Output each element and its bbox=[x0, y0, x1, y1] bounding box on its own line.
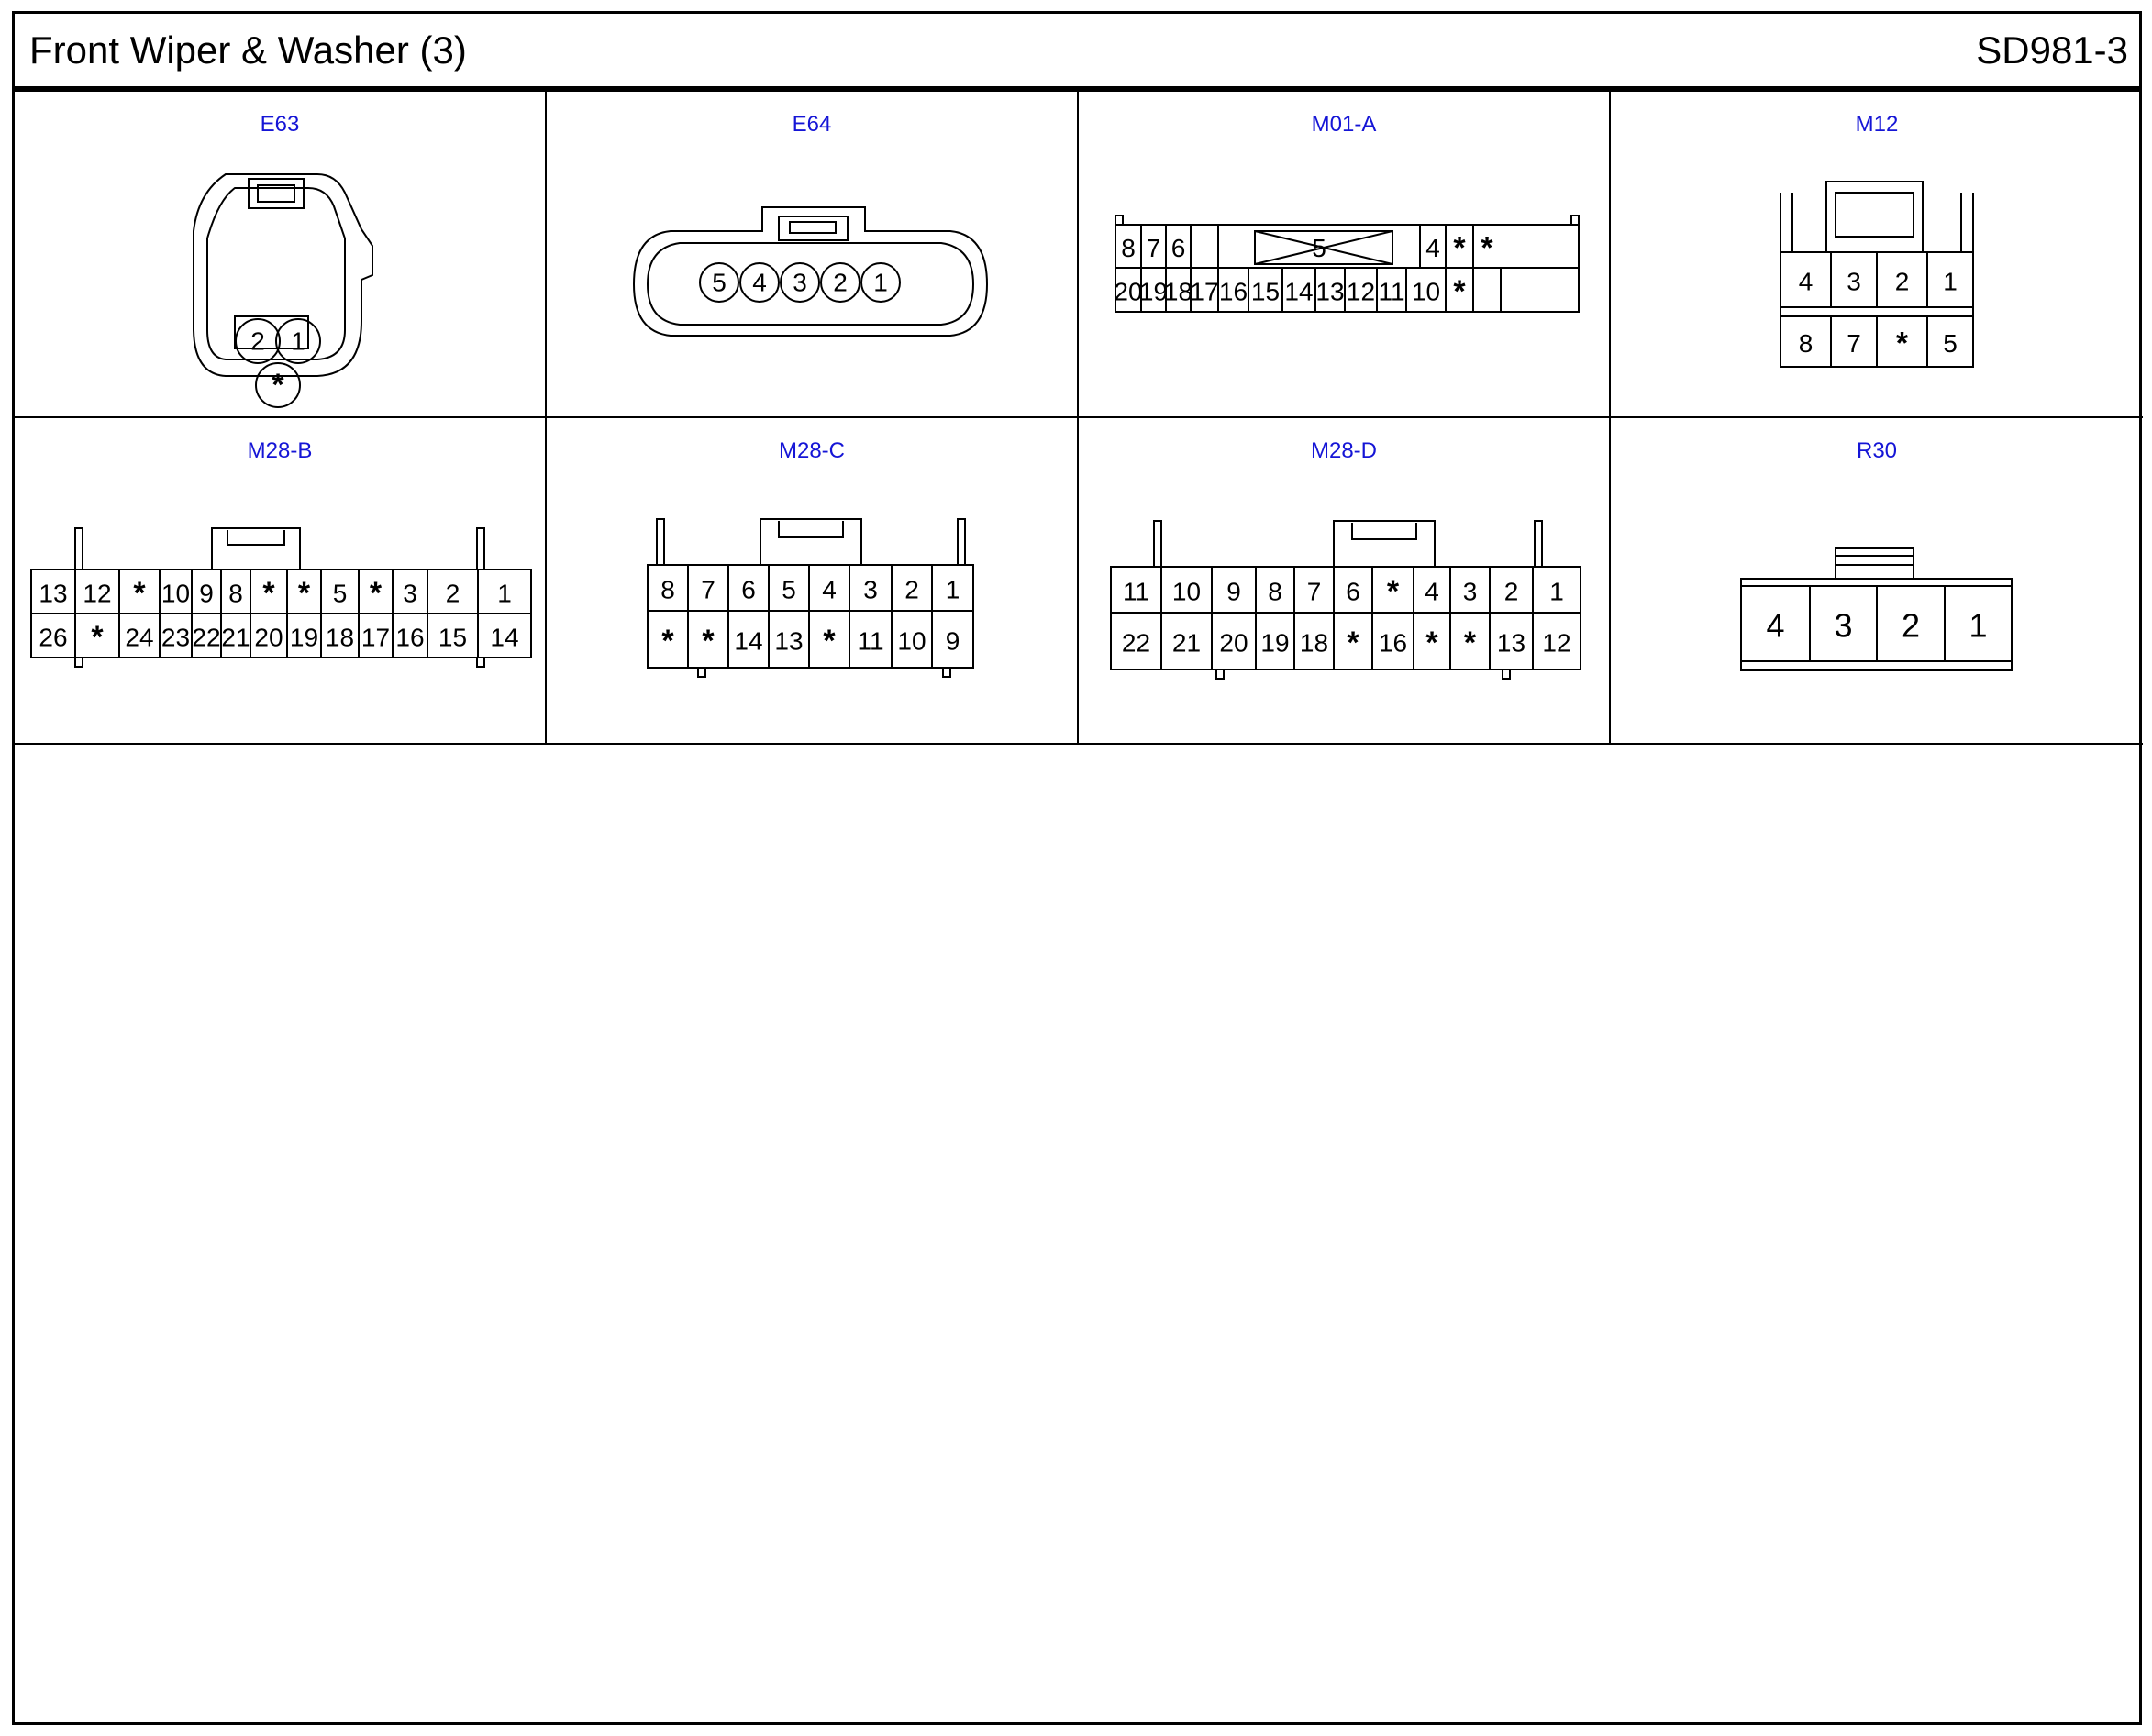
unused-pin-marker: * bbox=[369, 576, 383, 611]
pin-number: 8 bbox=[1121, 234, 1136, 262]
connector-label: M01-A bbox=[1311, 112, 1377, 137]
pin-number: 13 bbox=[774, 626, 804, 656]
pin-number: 7 bbox=[701, 575, 715, 604]
pin-number: 22 bbox=[1121, 628, 1151, 658]
pin-group bbox=[1766, 586, 1987, 661]
connector-cell-m12 bbox=[1611, 92, 2143, 418]
blank-area bbox=[15, 745, 2139, 1722]
pin-number: 19 bbox=[289, 623, 319, 652]
pin-number: 17 bbox=[361, 623, 391, 652]
connector-cell-m28-b bbox=[15, 418, 547, 745]
pin-number: 19 bbox=[1260, 628, 1290, 658]
unused-pin-marker: * bbox=[823, 624, 836, 658]
unused-pin-marker: * bbox=[661, 624, 674, 658]
unused-pin-marker: * bbox=[1453, 274, 1466, 309]
pin-number: 4 bbox=[752, 268, 767, 297]
connector-label: E64 bbox=[792, 112, 832, 137]
pin-number: 8 bbox=[1798, 329, 1814, 358]
connector-grid bbox=[15, 92, 2139, 745]
pin-number: 8 bbox=[660, 575, 675, 604]
connector-m28-d-drawing bbox=[1079, 418, 1611, 745]
pin-number: 3 bbox=[1847, 267, 1861, 296]
pin-number: 20 bbox=[1219, 628, 1248, 658]
pin-number: 20 bbox=[1114, 277, 1143, 306]
pin-number: 14 bbox=[734, 626, 763, 656]
pin-number: 21 bbox=[1171, 628, 1202, 658]
pin-number: 12 bbox=[1346, 277, 1376, 306]
pin-number: 2 bbox=[1894, 267, 1910, 296]
pin-number: 6 bbox=[741, 575, 756, 604]
sheet-header bbox=[15, 14, 2139, 92]
pin-number: 23 bbox=[161, 623, 191, 652]
pin-number: 6 bbox=[1170, 234, 1186, 262]
connector-e63-drawing bbox=[15, 92, 547, 418]
pin-number: 11 bbox=[1122, 577, 1150, 606]
pin-number: 14 bbox=[490, 623, 519, 652]
pin-number: 8 bbox=[228, 579, 243, 608]
unused-pin-marker: * bbox=[1347, 625, 1359, 660]
pin-number: 4 bbox=[1766, 606, 1785, 645]
pin-number: 15 bbox=[1250, 277, 1281, 306]
pin-number: 16 bbox=[1378, 628, 1408, 658]
connector-label: M28-C bbox=[778, 438, 845, 463]
pin-number: 3 bbox=[403, 579, 417, 608]
pin-number: 4 bbox=[822, 575, 837, 604]
pin-number: 9 bbox=[199, 579, 214, 608]
pin-number: 5 bbox=[1943, 329, 1958, 358]
connector-label: R30 bbox=[1856, 438, 1898, 463]
pin-number: 1 bbox=[945, 575, 960, 604]
pin-number: 12 bbox=[1542, 628, 1571, 658]
pin-number: 1 bbox=[1969, 606, 1988, 645]
pin-number: 3 bbox=[863, 575, 878, 604]
pin-number: 15 bbox=[438, 623, 468, 652]
pin-group bbox=[1122, 567, 1571, 669]
pin-number: 10 bbox=[897, 626, 926, 656]
pin-number: 5 bbox=[712, 268, 727, 297]
pin-number: 11 bbox=[857, 626, 884, 656]
pin-number: 2 bbox=[1503, 577, 1519, 606]
connector-label: M28-B bbox=[247, 438, 313, 463]
pin-number: 5 bbox=[332, 579, 348, 608]
connector-cell-m28-d bbox=[1079, 418, 1611, 745]
pin-number: 4 bbox=[1425, 234, 1440, 262]
pin-number: 7 bbox=[1847, 329, 1861, 358]
pin-number: 1 bbox=[497, 579, 512, 608]
connector-m01-a-drawing bbox=[1079, 92, 1611, 418]
pin-number: 24 bbox=[125, 623, 154, 652]
page-title: Front Wiper & Washer (3) bbox=[29, 28, 467, 72]
unused-pin-marker: * bbox=[1463, 625, 1477, 660]
pin-group bbox=[700, 263, 900, 302]
pin-number: 4 bbox=[1425, 577, 1439, 606]
pin-number: 6 bbox=[1346, 577, 1360, 606]
unused-pin-marker: * bbox=[1453, 230, 1466, 266]
pin-number: 3 bbox=[793, 268, 807, 297]
pin-number: 5 bbox=[1312, 234, 1326, 262]
unused-pin-marker: * bbox=[262, 576, 275, 611]
pin-number: 14 bbox=[1284, 277, 1314, 306]
pin-number: 2 bbox=[833, 268, 848, 297]
unused-pin-marker: * bbox=[133, 576, 146, 611]
unused-pin-marker: * bbox=[1895, 326, 1909, 361]
pin-group bbox=[660, 565, 960, 668]
pin-number: 16 bbox=[1218, 277, 1248, 306]
pin-number: 11 bbox=[1378, 277, 1405, 306]
pin-number: 18 bbox=[1299, 628, 1329, 658]
pin-number: 13 bbox=[1315, 277, 1345, 306]
unused-pin-marker: * bbox=[272, 368, 284, 403]
unused-pin-marker: * bbox=[91, 620, 104, 655]
pin-number: 1 bbox=[1549, 577, 1564, 606]
connector-label: M28-D bbox=[1310, 438, 1377, 463]
pin-number: 9 bbox=[1226, 577, 1241, 606]
pin-number: 10 bbox=[161, 579, 191, 608]
connector-label: E63 bbox=[260, 112, 300, 137]
pin-number: 21 bbox=[221, 623, 250, 652]
pin-number: 2 bbox=[250, 326, 265, 356]
unused-pin-marker: * bbox=[702, 624, 715, 658]
connector-cell-e63 bbox=[15, 92, 547, 418]
pin-number: 22 bbox=[192, 623, 221, 652]
connector-cell-e64 bbox=[547, 92, 1079, 418]
pin-number: 8 bbox=[1268, 577, 1282, 606]
pin-number: 4 bbox=[1798, 267, 1814, 296]
pin-number: 1 bbox=[873, 268, 888, 297]
pin-number: 2 bbox=[1901, 606, 1921, 645]
connector-m12-drawing bbox=[1611, 92, 2143, 418]
unused-pin-marker: * bbox=[1386, 574, 1400, 609]
page-code: SD981-3 bbox=[1976, 28, 2128, 72]
unused-pin-marker: * bbox=[1481, 230, 1493, 266]
unused-pin-marker: * bbox=[1425, 625, 1438, 660]
connector-r30-drawing bbox=[1611, 418, 2143, 745]
pin-number: 7 bbox=[1306, 577, 1322, 606]
pin-number: 3 bbox=[1834, 606, 1853, 645]
pin-number: 3 bbox=[1462, 577, 1478, 606]
pin-number: 18 bbox=[325, 623, 355, 652]
pin-number: 20 bbox=[254, 623, 283, 652]
pin-number: 13 bbox=[39, 579, 68, 608]
pin-number: 2 bbox=[904, 575, 919, 604]
pin-number: 19 bbox=[1138, 277, 1169, 306]
connector-e64-drawing bbox=[547, 92, 1079, 418]
pin-number: 10 bbox=[1171, 577, 1202, 606]
pin-number: 13 bbox=[1496, 628, 1526, 658]
pin-number: 9 bbox=[945, 626, 960, 656]
pin-number: 18 bbox=[1163, 277, 1193, 306]
connector-m28-b-drawing bbox=[15, 418, 547, 745]
pin-group bbox=[1799, 252, 1958, 367]
pin-number: 2 bbox=[445, 579, 460, 608]
pin-number: 26 bbox=[39, 623, 68, 652]
diagram-sheet bbox=[12, 11, 2142, 1725]
unused-pin-marker: * bbox=[297, 576, 311, 611]
connector-cell-r30 bbox=[1611, 418, 2143, 745]
pin-number: 5 bbox=[782, 575, 796, 604]
pin-number: 1 bbox=[291, 326, 305, 356]
connector-label: M12 bbox=[1855, 112, 1899, 137]
connector-cell-m01-a bbox=[1079, 92, 1611, 418]
pin-number: 12 bbox=[83, 579, 112, 608]
pin-number: 10 bbox=[1411, 277, 1441, 306]
pin-number: 7 bbox=[1146, 234, 1161, 262]
pin-number: 16 bbox=[395, 623, 425, 652]
connector-cell-m28-c bbox=[547, 418, 1079, 745]
connector-m28-c-drawing bbox=[547, 418, 1079, 745]
pin-number: 1 bbox=[1943, 267, 1958, 296]
pin-number: 17 bbox=[1190, 277, 1219, 306]
